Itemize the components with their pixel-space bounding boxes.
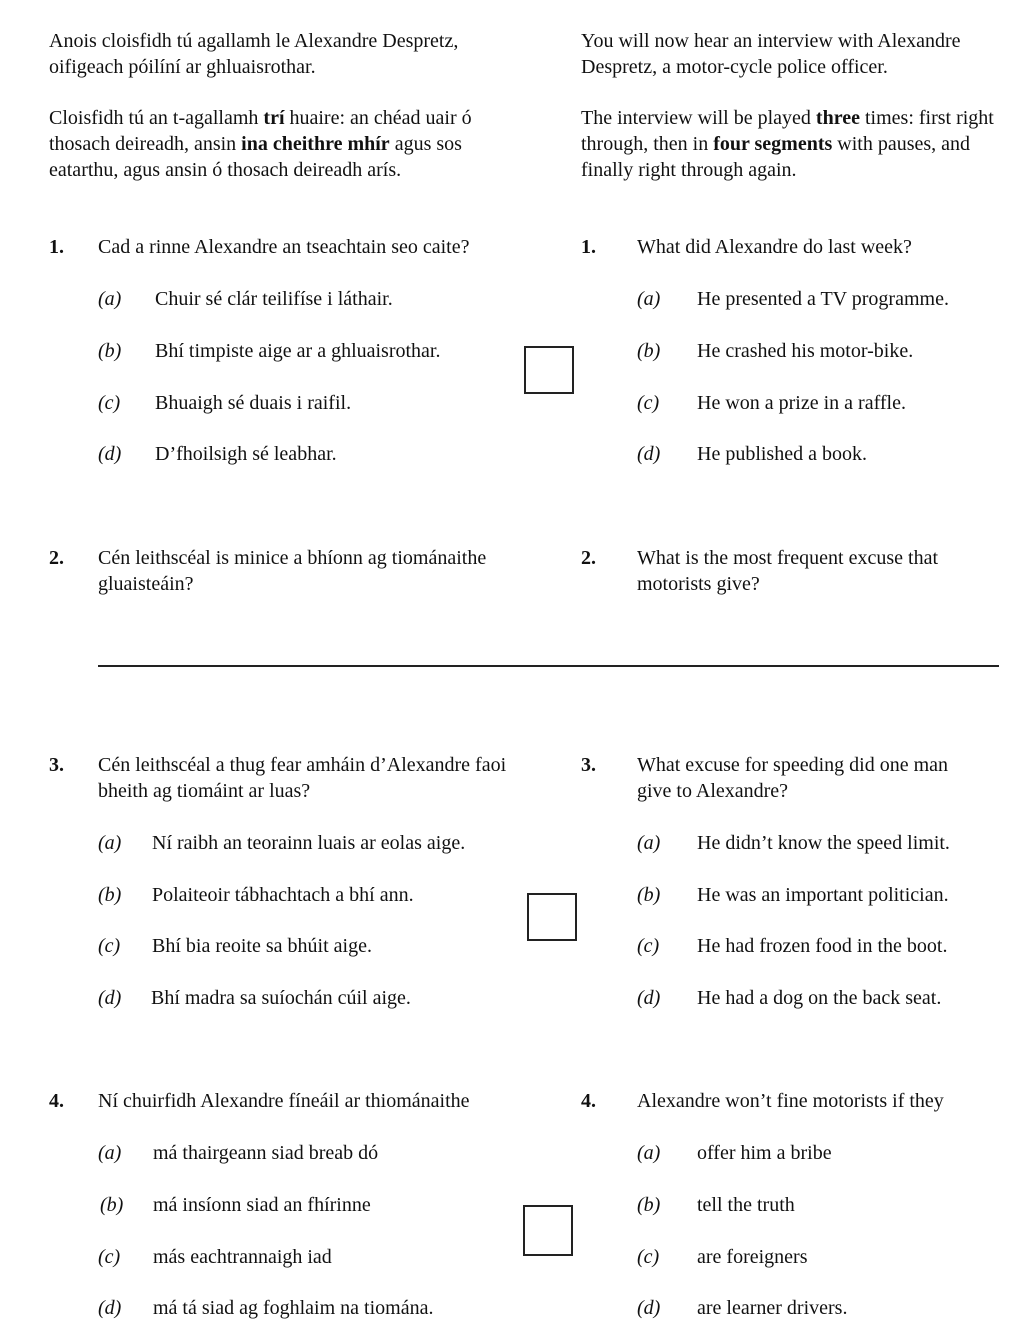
option-label: (a) xyxy=(98,1142,122,1164)
option-label: (c) xyxy=(637,1246,660,1268)
answer-box-question-4[interactable] xyxy=(523,1205,573,1256)
option-english: He didn’t know the speed limit. xyxy=(697,832,950,854)
option-label: (c) xyxy=(98,935,121,957)
option-english: He crashed his motor-bike. xyxy=(697,340,914,362)
answer-box-question-3[interactable] xyxy=(527,893,577,941)
question-number: 1. xyxy=(49,236,64,258)
option-english: tell the truth xyxy=(697,1194,795,1216)
intro-english-p1: You will now hear an interview with Alexandre Despretz, a motor-cycle police officer. xyxy=(581,30,961,78)
option-irish: Bhí timpiste aige ar a ghluaisrothar. xyxy=(155,340,441,362)
option-label: (c) xyxy=(637,935,660,957)
option-english: are learner drivers. xyxy=(697,1297,848,1319)
question-number: 1. xyxy=(581,236,596,258)
option-label: (b) xyxy=(637,340,661,362)
option-english: He had a dog on the back seat. xyxy=(697,987,942,1009)
question-number: 4. xyxy=(581,1090,596,1112)
option-irish: má thairgeann siad breab dó xyxy=(153,1142,379,1164)
intro-english-text: times: first right through, then in xyxy=(581,107,994,155)
option-label: (a) xyxy=(98,832,122,854)
option-label: (c) xyxy=(98,1246,121,1268)
answer-line-question-2[interactable] xyxy=(98,665,999,667)
option-english: He won a prize in a raffle. xyxy=(697,392,906,414)
option-label: (d) xyxy=(637,1297,661,1319)
option-irish: Polaiteoir tábhachtach a bhí ann. xyxy=(152,884,414,906)
option-label: (d) xyxy=(98,443,122,465)
option-label: (d) xyxy=(98,1297,122,1319)
option-english: He had frozen food in the boot. xyxy=(697,935,948,957)
option-irish: má insíonn siad an fhírinne xyxy=(153,1194,371,1216)
option-irish: más eachtrannaigh iad xyxy=(153,1246,332,1268)
option-english: He presented a TV programme. xyxy=(697,288,949,310)
question-1-english: What did Alexandre do last week? xyxy=(637,236,912,258)
option-irish: Bhí bia reoite sa bhúit aige. xyxy=(152,935,372,957)
answer-box-question-1[interactable] xyxy=(524,346,574,394)
option-label: (c) xyxy=(637,392,660,414)
question-number: 4. xyxy=(49,1090,64,1112)
option-label: (a) xyxy=(637,288,661,310)
option-english: offer him a bribe xyxy=(697,1142,832,1164)
question-number: 3. xyxy=(581,754,596,776)
option-irish: Ní raibh an teorainn luais ar eolas aige. xyxy=(152,832,466,854)
option-label: (d) xyxy=(637,987,661,1009)
intro-irish-text: huaire: an chéad uair ó thosach deireadh, ansin xyxy=(49,107,472,155)
intro-english-text: The interview will be played xyxy=(581,107,816,129)
question-number: 2. xyxy=(581,547,596,569)
intro-english-p2 xyxy=(581,105,1006,183)
intro-english-bold: four segments xyxy=(713,133,833,155)
intro-irish-p2 xyxy=(49,105,519,183)
question-1-irish: Cad a rinne Alexandre an tseachtain seo caite? xyxy=(98,236,470,258)
intro-english-bold: three xyxy=(815,107,860,129)
option-label: (b) xyxy=(98,884,122,906)
question-4-irish: Ní chuirfidh Alexandre fíneáil ar thiománaithe xyxy=(98,1090,470,1112)
question-3-irish: Cén leithscéal a thug fear amháin d’Alexandre faoi bheith ag tiomáint ar luas? xyxy=(98,754,507,802)
option-irish: Bhí madra sa suíochán cúil aige. xyxy=(151,987,411,1009)
option-label: (b) xyxy=(100,1194,124,1216)
option-english: He was an important politician. xyxy=(697,884,949,906)
option-english: are foreigners xyxy=(697,1246,808,1268)
intro-irish-bold: ina cheithre mhír xyxy=(241,133,390,155)
option-irish: Chuir sé clár teilifíse i láthair. xyxy=(155,288,393,310)
option-label: (d) xyxy=(637,443,661,465)
intro-irish-p1: Anois cloisfidh tú agallamh le Alexandre Despretz, oifigeach póilíní ar ghluaisrothar. xyxy=(49,30,459,78)
question-2-irish: Cén leithscéal is minice a bhíonn ag tiománaithe gluaisteáin? xyxy=(98,547,487,595)
intro-irish-text: Cloisfidh tú an t-agallamh xyxy=(49,107,264,129)
intro-english-text: with pauses, and finally right through again. xyxy=(581,133,971,181)
option-label: (b) xyxy=(637,884,661,906)
option-irish: D’fhoilsigh sé leabhar. xyxy=(155,443,337,465)
option-label: (b) xyxy=(98,340,122,362)
option-label: (b) xyxy=(637,1194,661,1216)
question-4-english: Alexandre won’t fine motorists if they xyxy=(637,1090,944,1112)
option-label: (c) xyxy=(98,392,121,414)
option-irish: má tá siad ag foghlaim na tiomána. xyxy=(153,1297,434,1319)
option-english: He published a book. xyxy=(697,443,867,465)
intro-irish-text: agus sos eatarthu, agus ansin ó thosach deireadh arís. xyxy=(49,133,462,181)
question-number: 2. xyxy=(49,547,64,569)
option-label: (a) xyxy=(637,1142,661,1164)
option-label: (a) xyxy=(637,832,661,854)
option-label: (a) xyxy=(98,288,122,310)
question-number: 3. xyxy=(49,754,64,776)
option-label: (d) xyxy=(98,987,122,1009)
question-2-english: What is the most frequent excuse that motorists give? xyxy=(637,547,939,595)
intro-irish-bold: trí xyxy=(263,107,285,129)
option-irish: Bhuaigh sé duais i raifil. xyxy=(155,392,352,414)
question-3-english: What excuse for speeding did one man give to Alexandre? xyxy=(637,754,949,802)
